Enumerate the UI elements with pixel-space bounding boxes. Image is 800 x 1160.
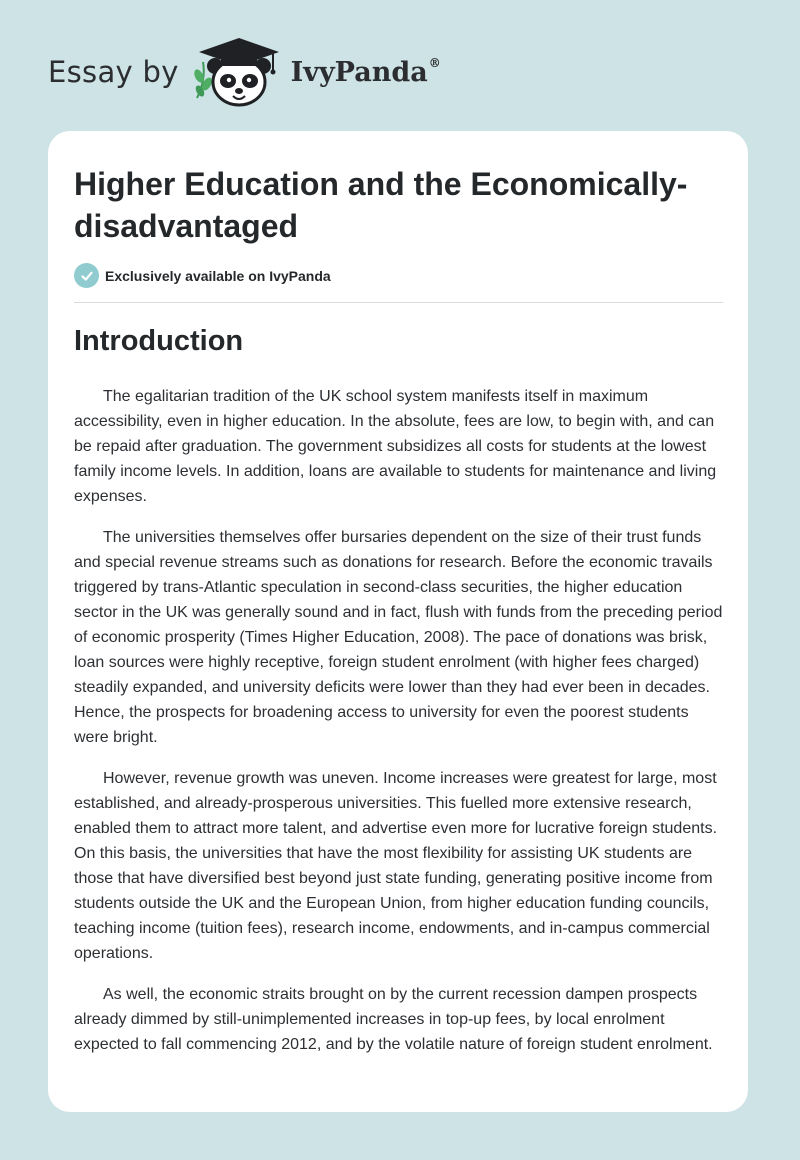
- brand-header[interactable]: [48, 36, 441, 108]
- trademark-symbol: ®: [428, 55, 441, 70]
- brand-prefix: Essay by: [48, 55, 179, 89]
- essay-body: [74, 384, 724, 1073]
- paragraph: As well, the economic straits brought on by the current recession dampen prospects already dimmed by still-unimplemented increases in top-up fees, by local enrolment expected to fall commencing 2012, and by the volatile nature of foreign student enrolment.: [74, 986, 713, 1053]
- essay-card: [48, 131, 748, 1112]
- panda-logo-icon: [193, 36, 285, 108]
- check-icon: [74, 263, 99, 288]
- section-heading: Introduction: [74, 325, 244, 357]
- divider: [74, 302, 723, 303]
- brand-name: IvyPanda®: [290, 55, 441, 88]
- paragraph: The universities themselves offer bursaries dependent on the size of their trust funds and special revenue streams such as donations for research. Before the economic travails triggered by trans-Atlantic speculation in second-class securities, the higher education sector in the UK was generally sound and in fact, flush with funds from the preceding period of economic prosperity (Times Higher Education, 2008). The pace of donations was brisk, loan sources were highly receptive, foreign student enrolment (with higher fees charged) steadily expanded, and university deficits were lower than they had ever been in decades. Hence, the prospects for broadening access to university for even the poorest students were bright.: [74, 529, 723, 746]
- badge-label: Exclusively available on IvyPanda: [105, 267, 331, 284]
- paragraph: The egalitarian tradition of the UK school system manifests itself in maximum accessibility, even in higher education. In the absolute, fees are low, to begin with, and can be repaid after graduation. The government subsidizes all costs for students at the lowest family income levels. In addition, loans are available to students for maintenance and living expenses.: [74, 388, 717, 505]
- page-title: Higher Education and the Economically-disadvantaged: [74, 166, 688, 244]
- paragraph: However, revenue growth was uneven. Income increases were greatest for large, most established, and already-prosperous universities. This fuelled more extensive research, enabled them to attract more talent, and advertise even more for lucrative foreign students. On this basis, the universities that have the most flexibility for assisting UK students are those that have diversified best beyond just state funding, generating positive income from students outside the UK and the European Union, from higher education funding councils, teaching income (tuition fees), research income, endowments, and in-campus commercial operations.: [74, 770, 718, 962]
- exclusive-badge: [74, 263, 331, 288]
